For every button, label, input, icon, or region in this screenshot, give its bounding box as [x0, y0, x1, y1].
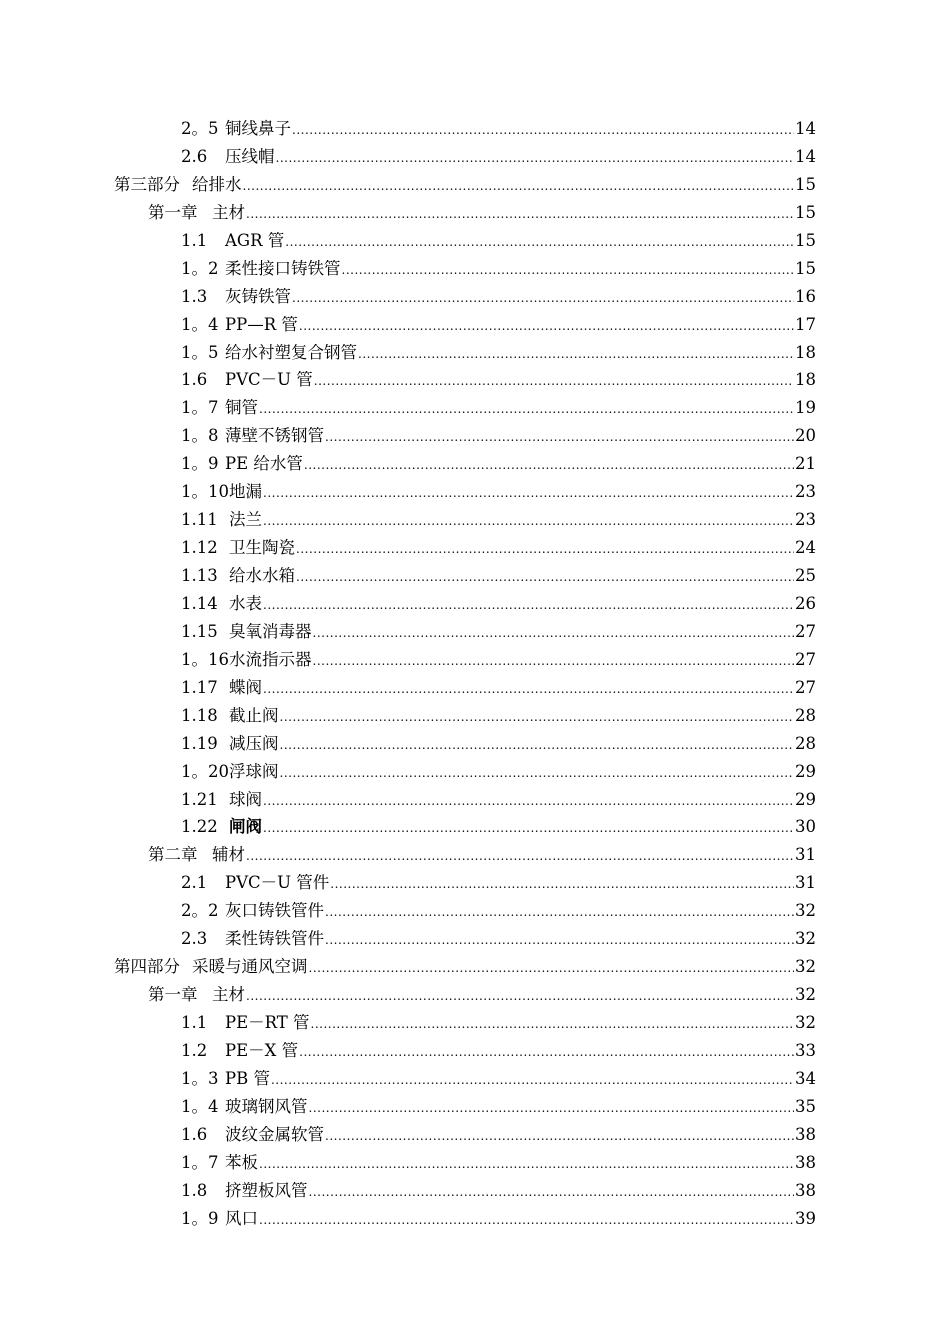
toc-dot-leader [263, 480, 794, 508]
toc-entry-page-number: 16 [795, 286, 816, 306]
toc-entry-line [181, 674, 816, 704]
toc-dot-leader [263, 676, 794, 704]
toc-entry-line [181, 1009, 816, 1039]
toc-entry-line [181, 562, 816, 592]
toc-entry-number: 第三部分 [114, 174, 180, 194]
toc-entry-line [181, 478, 816, 508]
toc-entry[interactable] [0, 199, 950, 227]
toc-dot-leader [263, 788, 794, 816]
toc-entry-line [181, 115, 816, 145]
toc-entry-page-number: 21 [795, 454, 816, 474]
toc-entry-page-number: 28 [795, 733, 816, 753]
toc-entry-page-number: 32 [795, 1013, 816, 1032]
toc-entry-page-number: 17 [795, 314, 816, 334]
toc-entry-line [181, 311, 816, 341]
toc-entry-title: PVC－U 管件 [225, 873, 330, 893]
toc-entry[interactable] [0, 227, 950, 255]
toc-dot-leader [325, 424, 794, 452]
toc-entry-title: PB 管 [225, 1068, 270, 1088]
toc-dot-leader [259, 396, 794, 424]
toc-entry-page-number: 32 [795, 985, 816, 1005]
toc-entry-line [181, 534, 816, 564]
toc-dot-leader [309, 955, 795, 983]
toc-entry-number: 1.3 [181, 286, 208, 306]
toc-entry-page-number: 24 [795, 538, 816, 558]
toc-dot-leader [259, 1207, 794, 1235]
toc-entry-line [181, 1205, 816, 1235]
toc-entry-number: 2。5 [181, 119, 219, 138]
toc-dot-leader [246, 201, 794, 229]
toc-entry-number: 第一章 [148, 985, 198, 1005]
toc-dot-leader [296, 564, 794, 592]
toc-entry-number: 1.18 [181, 705, 218, 725]
toc-entry-title: 主材 [212, 202, 245, 222]
toc-entry-page-number: 14 [795, 119, 816, 138]
toc-entry-line [181, 786, 816, 816]
toc-entry-page-number: 23 [795, 482, 816, 502]
toc-entry-title: 给水水箱 [229, 566, 295, 585]
toc-entry-line [181, 646, 816, 676]
toc-entry[interactable] [0, 143, 950, 171]
toc-dot-leader [299, 1039, 794, 1067]
toc-entry-title: 浮球阀 [229, 761, 279, 781]
toc-entry[interactable] [0, 1037, 950, 1065]
toc-entry-title: 挤塑板风管 [225, 1180, 308, 1200]
toc-entry-number: 1.14 [181, 593, 218, 613]
toc-entry[interactable] [0, 813, 950, 841]
toc-entry-page-number: 28 [795, 705, 816, 725]
toc-entry-page-number: 18 [795, 342, 816, 362]
toc-entry-page-number: 39 [795, 1208, 816, 1228]
toc-entry-page-number: 33 [795, 1040, 816, 1060]
toc-entry-title: 辅材 [212, 845, 245, 865]
toc-dot-leader [296, 536, 794, 564]
toc-entry-page-number: 32 [795, 957, 816, 977]
toc-entry-number: 1.12 [181, 538, 218, 558]
toc-dot-leader [246, 983, 794, 1011]
toc-entry-page-number: 35 [795, 1096, 816, 1116]
toc-entry[interactable] [0, 1121, 950, 1149]
toc-entry-number: 第一章 [148, 202, 198, 222]
toc-entry-title: 臭氧消毒器 [229, 621, 312, 641]
toc-entry[interactable] [0, 702, 950, 730]
toc-entry-page-number: 29 [795, 761, 816, 781]
toc-entry-title: 地漏 [229, 482, 262, 502]
toc-entry-title: 球阀 [229, 789, 262, 809]
toc-entry-line [181, 730, 816, 760]
toc-dot-leader [313, 620, 795, 648]
toc-entry[interactable] [0, 897, 950, 925]
toc-entry[interactable] [0, 618, 950, 646]
toc-entry-line [181, 339, 816, 369]
toc-dot-leader [311, 1011, 794, 1039]
toc-entry[interactable] [0, 506, 950, 534]
toc-entry[interactable] [0, 953, 950, 981]
toc-entry-title: PE－RT 管 [225, 1013, 310, 1032]
toc-entry[interactable] [0, 450, 950, 478]
toc-entry-number: 1.2 [181, 1040, 208, 1060]
toc-entry-line [181, 1065, 816, 1095]
toc-entry-title: 卫生陶瓷 [229, 538, 295, 558]
toc-entry-line [181, 366, 816, 396]
toc-entry[interactable] [0, 869, 950, 897]
toc-entry-title: 减压阀 [229, 733, 279, 753]
toc-entry-title: 水流指示器 [229, 649, 312, 669]
toc-dot-leader [280, 704, 795, 732]
toc-entry-number: 1。8 [181, 426, 219, 446]
toc-entry[interactable] [0, 366, 950, 394]
toc-entry-line [181, 143, 816, 173]
toc-entry-title: 风口 [225, 1208, 258, 1228]
toc-entry-title: 灰铸铁管 [225, 286, 291, 306]
toc-entry-number: 2.1 [181, 873, 208, 893]
toc-dot-leader [330, 871, 794, 899]
toc-entry[interactable] [0, 1093, 950, 1121]
toc-entry-page-number: 31 [795, 873, 816, 893]
toc-entry-title: 柔性铸铁管件 [225, 929, 324, 949]
toc-entry-number: 第二章 [148, 845, 198, 865]
toc-entry[interactable] [0, 674, 950, 702]
toc-entry-line [181, 255, 816, 285]
toc-entry-title: 主材 [212, 985, 245, 1005]
toc-entry[interactable] [0, 478, 950, 506]
toc-entry-number: 1.1 [181, 1013, 208, 1032]
toc-entry-title: 薄壁不锈钢管 [225, 426, 324, 446]
toc-entry-line [181, 227, 816, 257]
toc-entry-page-number: 31 [795, 845, 816, 865]
toc-entry[interactable] [0, 786, 950, 814]
toc-entry-page-number: 38 [795, 1124, 816, 1144]
toc-entry-title: 灰口铸铁管件 [225, 901, 324, 921]
toc-entry-number: 1.1 [181, 230, 208, 250]
toc-dot-leader [280, 760, 795, 788]
toc-entry-title: PE 给水管 [225, 454, 303, 474]
toc-entry-number: 1。2 [181, 258, 219, 278]
toc-entry-page-number: 23 [795, 510, 816, 530]
toc-entry[interactable] [0, 394, 950, 422]
toc-entry-number: 1。20 [181, 761, 229, 781]
toc-entry-page-number: 15 [795, 202, 816, 222]
toc-entry[interactable] [0, 339, 950, 367]
toc-dot-leader [325, 1123, 794, 1151]
toc-entry[interactable] [0, 115, 950, 143]
toc-entry[interactable] [0, 422, 950, 450]
toc-dot-leader [313, 648, 795, 676]
toc-entry-number: 1.6 [181, 370, 208, 390]
toc-entry-line [114, 953, 816, 983]
toc-entry-line [181, 1037, 816, 1067]
toc-entry[interactable] [0, 1009, 950, 1037]
toc-entry-page-number: 32 [795, 901, 816, 921]
toc-entry-line [181, 590, 816, 620]
toc-dot-leader [271, 1067, 794, 1095]
toc-entry-number: 1.13 [181, 566, 218, 585]
toc-entry-page-number: 32 [795, 929, 816, 949]
toc-entry-title: PVC－U 管 [225, 370, 313, 390]
toc-entry[interactable] [0, 562, 950, 590]
toc-entry-page-number: 25 [795, 566, 816, 585]
toc-entry-page-number: 18 [795, 370, 816, 390]
toc-dot-leader [309, 1179, 795, 1207]
toc-entry-number: 1.22 [181, 817, 218, 837]
toc-entry-page-number: 14 [795, 146, 816, 166]
toc-entry-page-number: 38 [795, 1152, 816, 1172]
toc-entry-number: 1。7 [181, 398, 219, 418]
toc-entry[interactable] [0, 534, 950, 562]
toc-entry-line [181, 1093, 816, 1123]
toc-entry-title: 闸阀 [229, 817, 262, 837]
toc-entry-title: 给水衬塑复合钢管 [225, 342, 357, 362]
toc-entry-page-number: 19 [795, 398, 816, 418]
toc-dot-leader [263, 508, 794, 536]
toc-entry-line [148, 199, 816, 229]
toc-dot-leader [276, 145, 795, 173]
toc-entry-page-number: 34 [795, 1068, 816, 1088]
toc-entry-title: 玻璃钢风管 [225, 1096, 308, 1116]
toc-entry-line [181, 506, 816, 536]
toc-entry-number: 2。2 [181, 901, 219, 921]
table-of-contents [0, 115, 950, 1233]
toc-entry[interactable] [0, 1065, 950, 1093]
toc-entry-title: AGR 管 [225, 230, 285, 250]
toc-entry-title: 给排水 [192, 174, 242, 194]
toc-dot-leader [243, 173, 795, 201]
toc-dot-leader [325, 927, 794, 955]
toc-entry-title: 水表 [229, 593, 262, 613]
toc-entry[interactable] [0, 981, 950, 1009]
toc-entry-page-number: 15 [795, 174, 816, 194]
toc-dot-leader [325, 899, 794, 927]
toc-entry-number: 1.21 [181, 789, 218, 809]
toc-entry-number: 2.6 [181, 146, 208, 166]
toc-entry-number: 2.3 [181, 929, 208, 949]
toc-entry-title: 法兰 [229, 510, 262, 530]
toc-entry-line [148, 981, 816, 1011]
toc-entry-line [181, 422, 816, 452]
toc-entry-line [181, 925, 816, 955]
toc-entry-title: 截止阀 [229, 705, 279, 725]
toc-entry-line [181, 897, 816, 927]
toc-entry-line [181, 758, 816, 788]
toc-entry-number: 1。3 [181, 1068, 219, 1088]
toc-entry-line [181, 813, 816, 843]
toc-entry-page-number: 29 [795, 789, 816, 809]
toc-entry[interactable] [0, 925, 950, 953]
toc-entry[interactable] [0, 758, 950, 786]
toc-entry-number: 1。5 [181, 342, 219, 362]
toc-entry-page-number: 27 [795, 649, 816, 669]
toc-entry-line [181, 618, 816, 648]
toc-entry-number: 1。9 [181, 454, 219, 474]
toc-entry-page-number: 27 [795, 621, 816, 641]
toc-entry-title: 铜线鼻子 [225, 119, 291, 138]
toc-entry[interactable] [0, 255, 950, 283]
toc-entry-page-number: 27 [795, 677, 816, 697]
toc-dot-leader [342, 257, 795, 285]
toc-entry-number: 1.19 [181, 733, 218, 753]
toc-entry[interactable] [0, 311, 950, 339]
toc-entry-number: 1。4 [181, 1096, 219, 1116]
toc-entry[interactable] [0, 1177, 950, 1205]
toc-entry-page-number: 30 [795, 817, 816, 837]
toc-entry-title: 铜管 [225, 398, 258, 418]
toc-dot-leader [309, 1095, 795, 1123]
toc-entry[interactable] [0, 1205, 950, 1233]
toc-entry-line [181, 702, 816, 732]
toc-entry-line [181, 394, 816, 424]
toc-entry-number: 第四部分 [114, 957, 180, 977]
toc-entry-line [181, 450, 816, 480]
toc-entry-title: 采暖与通风空调 [192, 957, 308, 977]
toc-entry[interactable] [0, 283, 950, 311]
toc-dot-leader [299, 313, 794, 341]
toc-dot-leader [280, 732, 795, 760]
toc-entry[interactable] [0, 646, 950, 674]
toc-entry-line [148, 841, 816, 871]
toc-entry-title: PE－X 管 [225, 1040, 299, 1060]
toc-dot-leader [246, 843, 794, 871]
toc-entry-line [114, 171, 816, 201]
toc-entry-title: 柔性接口铸铁管 [225, 258, 341, 278]
toc-entry-title: PP—R 管 [225, 314, 298, 334]
toc-entry-number: 1.15 [181, 621, 218, 641]
toc-entry-title: 苯板 [225, 1152, 258, 1172]
toc-entry[interactable] [0, 590, 950, 618]
toc-entry-number: 1。4 [181, 314, 219, 334]
toc-entry-page-number: 15 [795, 258, 816, 278]
toc-entry-line [181, 283, 816, 313]
toc-entry-line [181, 869, 816, 899]
toc-entry-number: 1.8 [181, 1180, 208, 1200]
toc-entry[interactable] [0, 730, 950, 758]
toc-dot-leader [263, 815, 794, 843]
toc-entry-number: 1。9 [181, 1208, 219, 1228]
toc-entry[interactable] [0, 171, 950, 199]
toc-entry-number: 1.6 [181, 1124, 208, 1144]
toc-entry-page-number: 26 [795, 593, 816, 613]
toc-entry-page-number: 15 [795, 230, 816, 250]
toc-entry-title: 压线帽 [225, 146, 275, 166]
toc-entry-number: 1。10 [181, 482, 229, 502]
toc-entry-line [181, 1149, 816, 1179]
toc-dot-leader [292, 117, 794, 145]
toc-dot-leader [259, 1151, 794, 1179]
toc-entry[interactable] [0, 841, 950, 869]
toc-entry-title: 波纹金属软管 [225, 1124, 324, 1144]
toc-entry-line [181, 1121, 816, 1151]
toc-entry-number: 1.11 [181, 510, 218, 530]
toc-entry-number: 1.17 [181, 677, 218, 697]
toc-dot-leader [314, 368, 794, 396]
toc-dot-leader [263, 592, 794, 620]
toc-entry-title: 蝶阀 [229, 677, 262, 697]
toc-dot-leader [304, 452, 794, 480]
toc-entry-number: 1。7 [181, 1152, 219, 1172]
toc-entry-page-number: 20 [795, 426, 816, 446]
toc-entry-line [181, 1177, 816, 1207]
toc-dot-leader [358, 341, 794, 369]
toc-entry-number: 1。16 [181, 649, 229, 669]
toc-entry[interactable] [0, 1149, 950, 1177]
toc-dot-leader [292, 285, 794, 313]
toc-entry-page-number: 38 [795, 1180, 816, 1200]
toc-dot-leader [285, 229, 794, 257]
